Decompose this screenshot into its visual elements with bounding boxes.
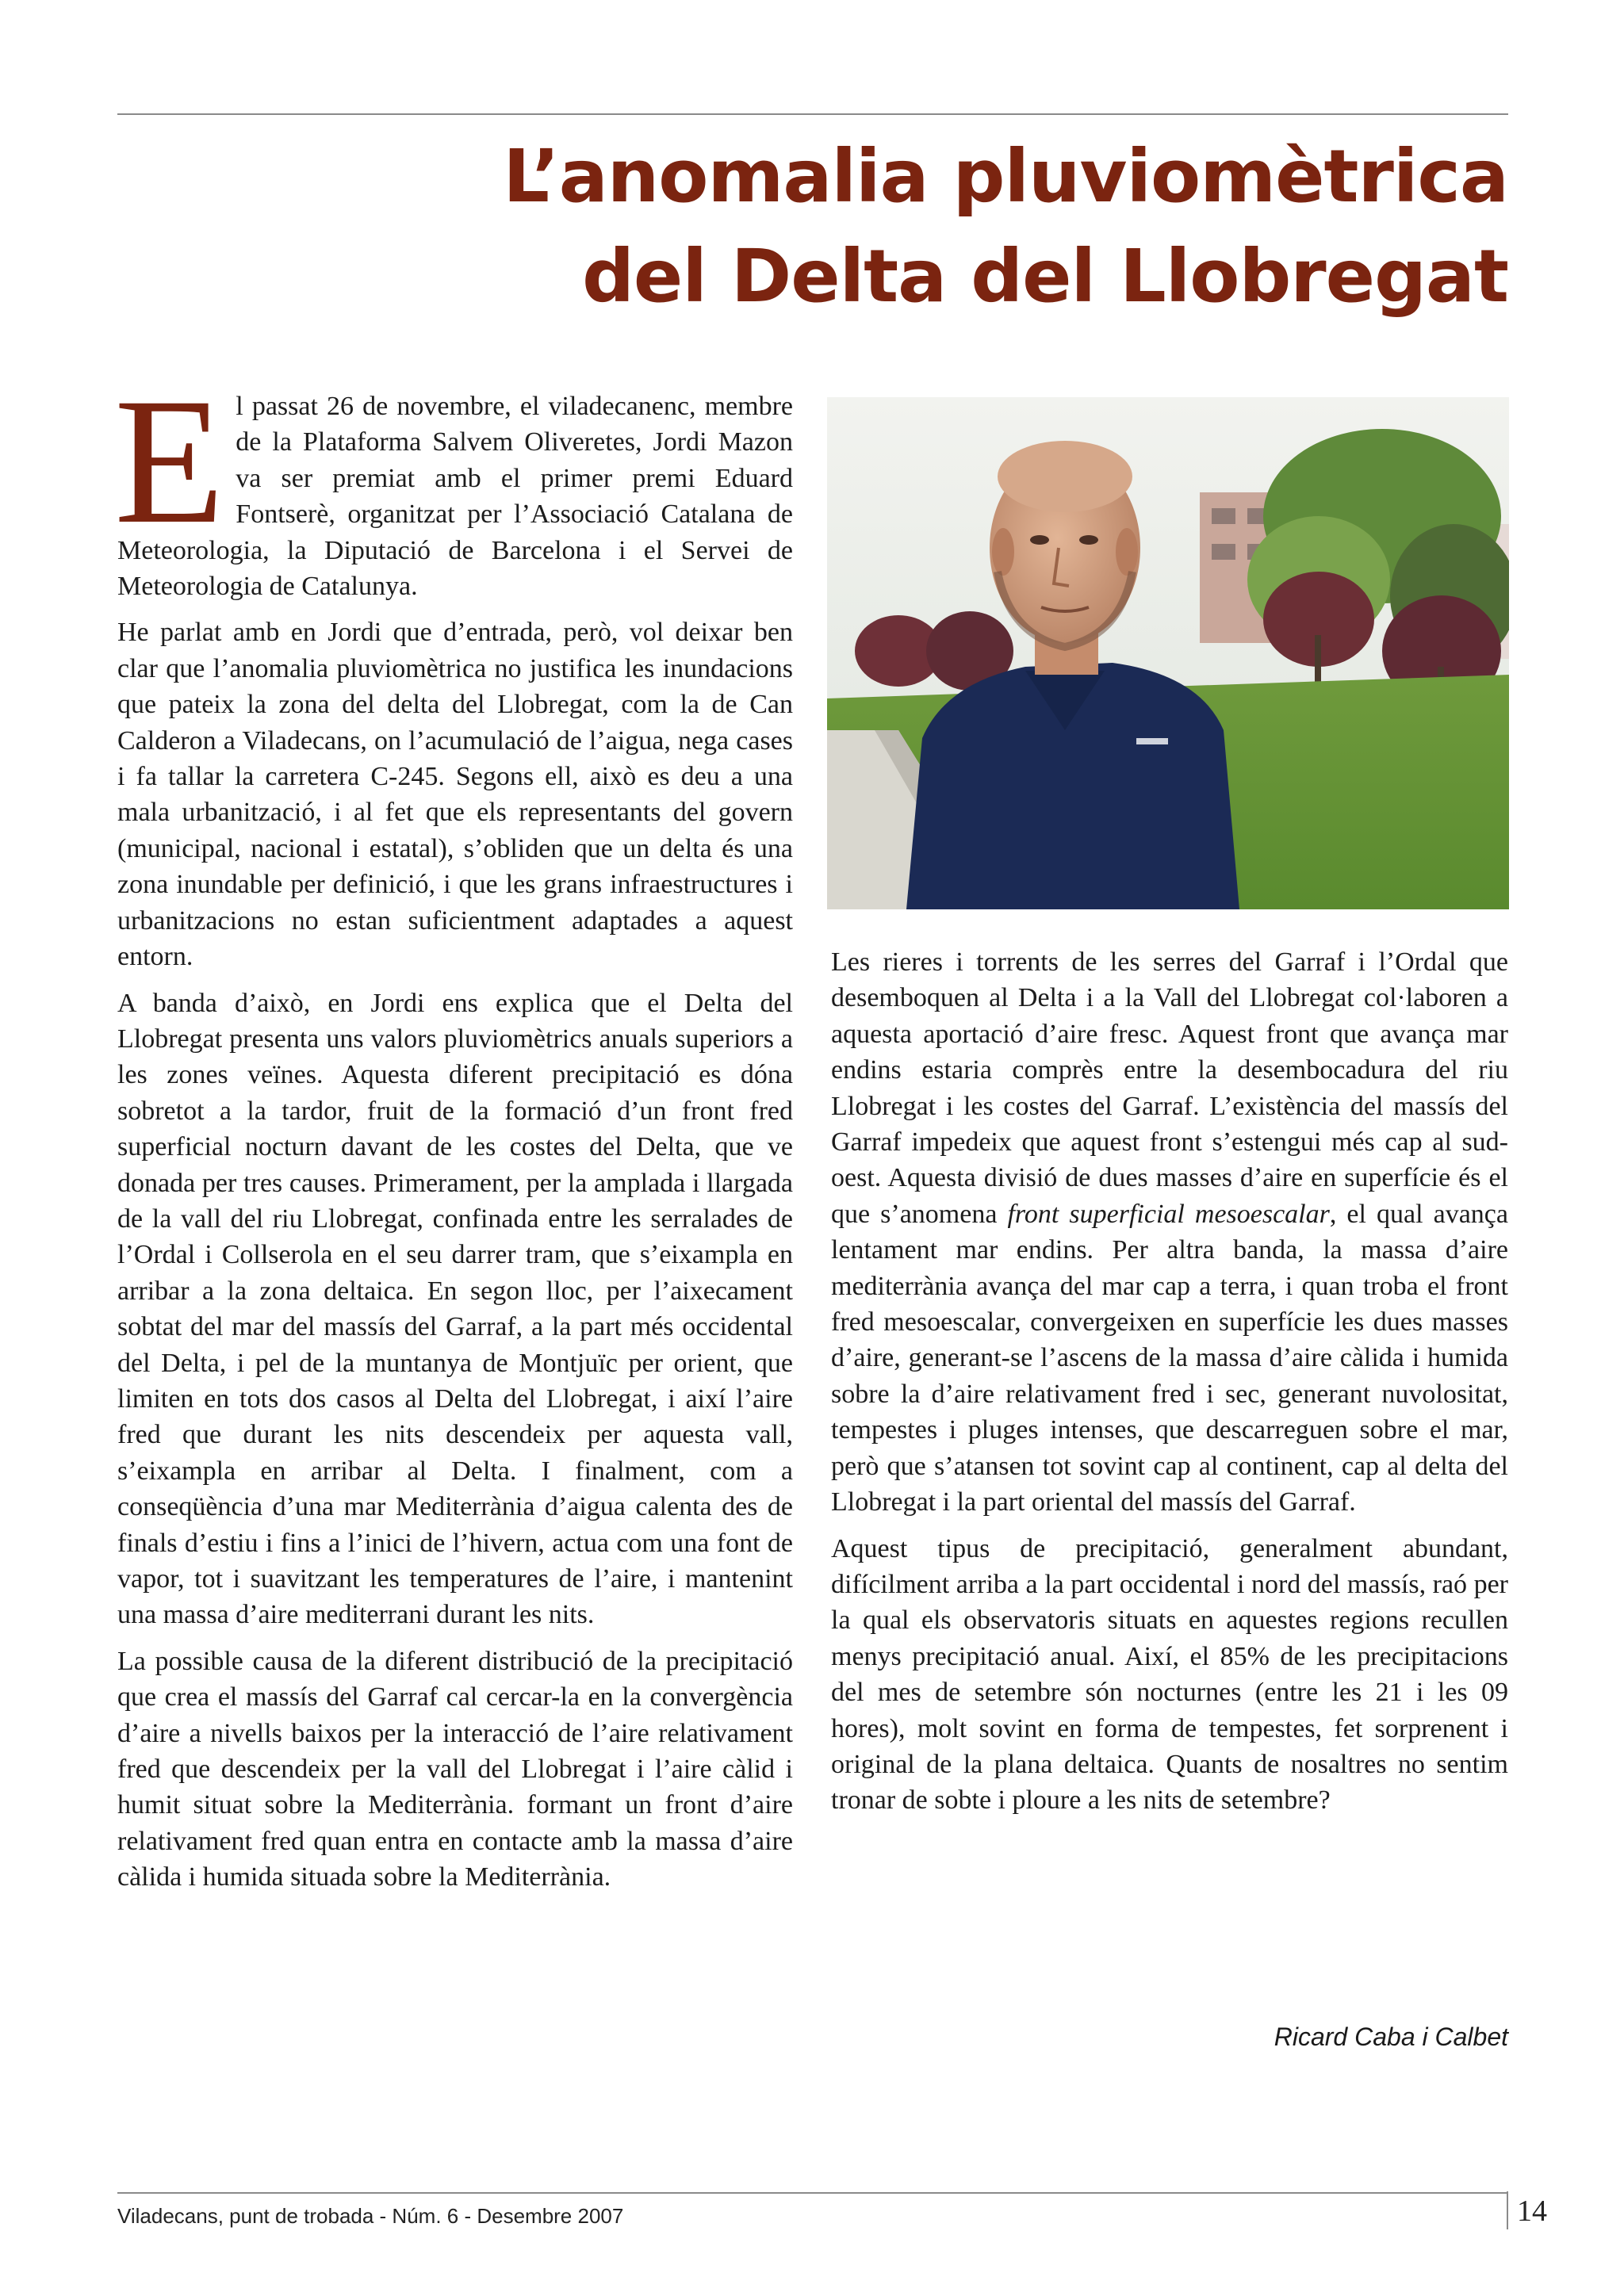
author-signature: Ricard Caba i Calbet — [1274, 2022, 1508, 2051]
paragraph-6: Aquest tipus de precipitació, generalment abundant, difícilment arriba a la part occidental i nord del massís, raó per la qual els observatoris situats en aquestes regions recullen menys precipitació anual. Així, el 85% de les precipitacions del mes de setembre són nocturnes (entre les 21 i les 09 hores), molt sovint en forma de tempestes, fet sorprenent i original de la plana deltaica. Quants de nosaltres no sentim tronar de sobte i ploure a les nits de setembre? — [831, 1533, 1508, 1816]
paragraph-2: He parlat amb en Jordi que d’entrada, però, vol deixar ben clar que l’anomalia pluviomètrica no justifica les inundacions que pateix la zona del delta del Llobregat, com la de Can Calderon a Viladecans, on l’acumulació de l’aigua, nega cases i fa tallar la carretera C-245. Segons ell, això es deu a una mala urbanització, i al fet que els representants del govern (municipal, nacional i estatal), s’obliden que un delta és una zona inundable per definició, i que les grans infraestructures i urbanitzacions no estan suficientment adaptades a aquest entorn. — [117, 618, 793, 972]
paragraph-1-text: l passat 26 de novembre, el viladecanenc, membre de la Plataforma Salvem Oliveretes, Jordi Mazon va ser premiat amb el primer premi Eduard Fontserè, organitzat per l’Associació Catalana de Meteorologia, la Diputació de Barcelona i el Servei de Meteorologia de Catalunya. — [117, 392, 793, 602]
portrait-photo — [827, 397, 1509, 909]
top-rule — [117, 113, 1508, 115]
right-column — [831, 944, 1508, 1829]
left-column — [114, 362, 793, 1906]
paragraph-5-text-a: Les rieres i torrents de les serres del Garraf i l’Ordal que desemboquen al Delta i a la Vall del Llobregat col·laboren a aquesta aportació d’aire fresc. Aquest front que avança mar endins estaria comprès entre la desembocadura del riu Llobregat i les costes del Garraf. L’existència del massís del Garraf impedeix que aquest front s’estengui més cap al sud-oest. Aquesta divisió de dues masses d’aire en superfície és el que s’anomena — [831, 947, 1508, 1229]
title-line-2: del Delta del Llobregat — [582, 234, 1508, 319]
page-number: 14 — [1507, 2191, 1556, 2229]
article-title — [477, 127, 1508, 327]
title-line-1: L’anomalia pluviomètrica — [503, 134, 1508, 219]
bottom-rule — [117, 2192, 1508, 2194]
term-italic: front superficial mesoescalar — [1007, 1199, 1330, 1229]
paragraph-3: A banda d’això, en Jordi ens explica que el Delta del Llobregat presenta uns valors pluviomètrics anuals superiors a les zones veïnes. Aquesta diferent precipitació es dóna sobretot a la tardor, fruit de la formació d’un front fred superficial nocturn davant de les costes del Delta, que ve donada per tres causes. Primerament, per la amplada i llargada de la vall del riu Llobregat, confinada entre les serralades de l’Ordal i Collserola en el seu darrer tram, que s’eixampla en arribar a la zona deltaica. En segon lloc, per l’aixecament sobtat del mar del massís del Garraf, a la part més occidental del Delta, i pel de la muntanya de Montjuïc per orient, que limiten en tots dos casos al Delta del Llobregat, i així l’aire fred que durant les nits descendeix per aquesta vall, s’eixampla en arribar al Delta. I finalment, com a conseqüència d’una mar Mediterrània d’aigua calenta des de finals d’estiu i fins a l’inici de l’hivern, actua com una font de vapor, tot i suavitzant les temperatures de l’aire, i mantenint una massa d’aire mediterrani durant les nits. — [117, 988, 793, 1630]
paragraph-5 — [831, 944, 1508, 1521]
paragraph-5-text-b: , el qual avança lentament mar endins. Per altra banda, la massa d’aire mediterrània avança del mar cap a terra, i quan troba el front fred mesoescalar, convergeixen en superfície les dues masses d’aire, generant-se l’ascens de la massa d’aire càlida i humida sobre la d’aire relativament fred i sec, generant nuvolositat, tempestes i pluges intenses, que descarreguen sobre el mar, però que s’atansen tot sovint cap al continent, cap al delta del Llobregat i la part oriental del massís del Garraf. — [831, 1199, 1508, 1517]
paragraph-1 — [114, 362, 793, 604]
paragraph-4: La possible causa de la diferent distribució de la precipitació que crea el massís del Garraf cal cercar-la en la convergència d’aire a nivells baixos per la interacció de l’aire relativament fred que descendeix per la vall del Llobregat i l’aire càlid i humit situat sobre la Mediterrània. formant un front d’aire relativament fred quan entra en contacte amb la massa d’aire càlida i humida situada sobre la Mediterrània. — [117, 1646, 793, 1892]
drop-cap: E — [114, 362, 225, 561]
footer-publication: Viladecans, punt de trobada - Núm. 6 - Desembre 2007 — [117, 2204, 624, 2228]
